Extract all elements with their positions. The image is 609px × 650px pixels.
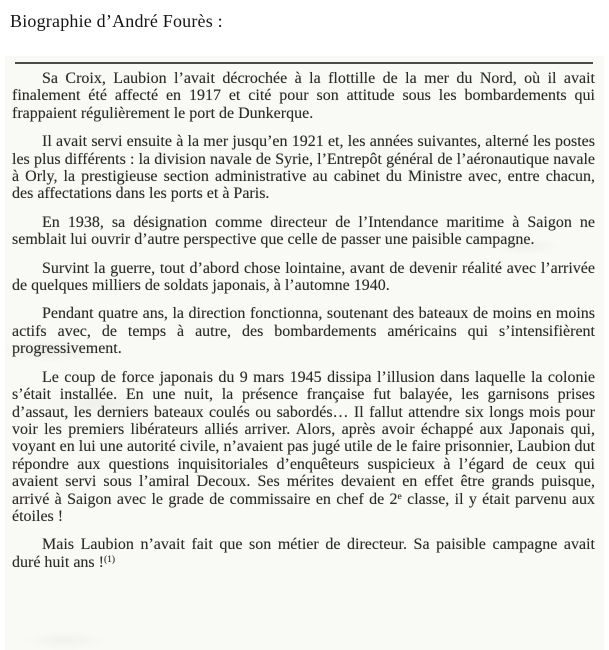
paragraph-quatre-ans: Pendant quatre ans, la direction fonctionna, soutenant des bateaux de moins en moins actifs avec, de temps à autre, des bombardements américains qui s’intensifièrent progressivement. (12, 305, 595, 358)
scanned-document (5, 56, 604, 650)
scan-top-rule (15, 62, 593, 64)
paragraph-conclusion (12, 536, 595, 571)
paragraph-saigon-1938: En 1938, sa désignation comme directeur de l’Intendance maritime à Saigon ne semblait lui ouvrir d’autre perspective que celle de passer une paisible campagne. (12, 213, 595, 249)
paragraph-croix-de-guerre: Sa Croix, Laubion l’avait décrochée à la flottille de la mer du Nord, où il avait finalement été affecté en 1917 et cité pour son attitude sous les bombardements qui frappaient régulièrement le port de Dunkerque. (12, 70, 595, 122)
paragraph-guerre-1940: Survint la guerre, tout d’abord chose lointaine, avant de devenir réalité avec l’arrivée de quelques milliers de soldats japonais, à l’automne 1940. (12, 259, 595, 295)
paragraph-text: classe, il y était parvenu aux étoiles ! (12, 490, 595, 525)
paragraph-coup-de-force-1945 (12, 369, 595, 526)
paragraph-carriere-1921: Il avait servi ensuite à la mer jusqu’en 1921 et, les années suivantes, alterné les postes les plus différents : la division navale de Syrie, l’Entrepôt général de l’aéronautique navale à Orly, la prestigieuse section administrative au cabinet du Ministre avec, entre chacun, des affectations dans les ports et à Paris. (12, 133, 595, 203)
ordinal-superscript: e (397, 491, 402, 502)
paragraph-text: Mais Laubion n’avait fait que son métier de directeur. Sa paisible campagne avait duré huit ans ! (12, 536, 595, 571)
footnote-marker: (1) (103, 554, 116, 565)
page-title: Biographie d’André Fourès : (10, 11, 223, 31)
paragraph-text: Le coup de force japonais du 9 mars 1945 dissipa l’illusion dans laquelle la colonie s’était installée. En une nuit, la présence française fut balayée, les garnisons prises d’assaut, les derniers bateaux coulés ou sabordés… Il fallut attendre six longs mois pour voir les premiers libérateurs alliés arriver. Alors, après avoir échappé aux Japonais qui, voyant en lui une autorité civile, n’avaient pas jugé utile de le faire prisonnier, Laubion dut répondre aux questions inquisitoriales d’enquêteurs suspicieux à l’égard de ceux qui avaient servi sous l’amiral Decoux. Ses mérites devaient en effet être grands puisque, arrivé à Saigon avec le grade de commissaire en chef de 2 (12, 368, 595, 508)
